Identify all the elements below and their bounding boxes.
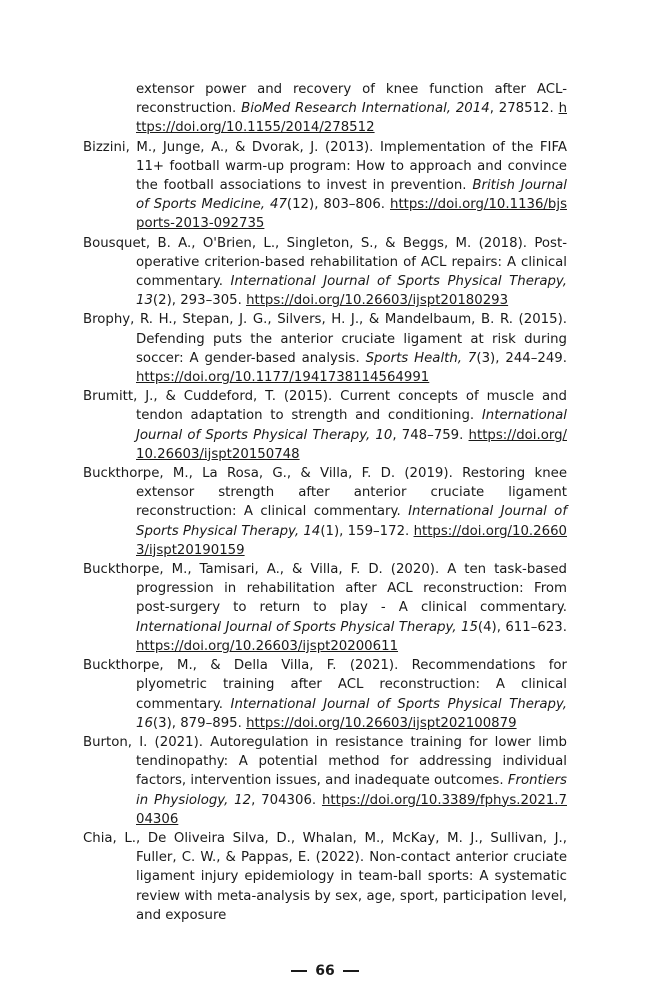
reference-text: Burton, I. (2021). Autoregulation in resistance training for lower limb tendinopathy: A potential method for addressing individual factors, intervention issues, and inadequate outcomes. — [83, 734, 567, 789]
reference-details: (12), 803–806. — [286, 197, 391, 213]
reference-entry — [83, 560, 567, 656]
reference-details: (1), 159–172. — [320, 523, 414, 539]
reference-journal: International Journal of Sports Physical Therapy, 15 — [136, 619, 478, 635]
reference-text: Buckthorpe, M., Tamisari, A., & Villa, F. D. (2020). A ten task-based progression in rehabilitation after ACL reconstruction: From post-surgery to return to play - A clinical commentary. — [83, 562, 567, 616]
reference-journal: Frontiers in Physiology, 12 — [136, 773, 567, 808]
reference-journal: BioMed Research International, 2014 — [241, 101, 490, 117]
reference-text: Buckthorpe, M., & Della Villa, F. (2021). Recommendations for plyometric training after ACL reconstruction: A clinical commentary. — [83, 658, 567, 712]
reference-text: Brophy, R. H., Stepan, J. G., Silvers, H. J., & Mandelbaum, B. R. (2015). Defending puts the anterior cruciate ligament at risk during soccer: A gender-based analysis. — [83, 312, 567, 366]
reference-continuation — [136, 80, 567, 138]
reference-entry — [83, 234, 567, 311]
doi-link[interactable]: https://doi.org/10.1136/bjsports-2013-092735 — [136, 197, 567, 232]
doi-link[interactable]: https://doi.org/10.1155/2014/278512 — [136, 101, 567, 136]
page-number: 66 — [315, 963, 335, 979]
reference-text: Bousquet, B. A., O'Brien, L., Singleton, S., & Beggs, M. (2018). Post-operative criterion-based rehabilitation of ACL repairs: A clinical commentary. — [83, 235, 567, 290]
reference-details: (2), 293–305. — [152, 293, 247, 309]
reference-list — [83, 80, 567, 925]
reference-entry — [83, 387, 567, 464]
reference-text: Buckthorpe, M., La Rosa, G., & Villa, F. D. (2019). Restoring knee extensor strength after anterior cruciate ligament reconstruction: A clinical commentary. — [83, 466, 567, 520]
doi-link[interactable]: https://doi.org/10.26603/ijspt20190159 — [136, 523, 567, 558]
reference-details: (4), 611–623. — [477, 619, 567, 635]
reference-journal: International Journal of Sports Physical Therapy, 14 — [136, 504, 568, 539]
reference-entry — [83, 829, 567, 925]
doi-link[interactable]: https://doi.org/10.1177/1941738114564991 — [136, 370, 430, 386]
doi-link[interactable]: https://doi.org/10.26603/ijspt202100879 — [246, 715, 517, 731]
doi-link[interactable]: https://doi.org/10.26603/ijspt20200611 — [136, 638, 399, 654]
reference-journal: International Journal of Sports Physical Therapy, 10 — [136, 408, 567, 443]
reference-journal: International Journal of Sports Physical Therapy, 16 — [136, 696, 567, 731]
reference-details: (3), 244–249. — [476, 350, 567, 366]
reference-text: Brumitt, J., & Cuddeford, T. (2015). Current concepts of muscle and tendon adaptation to strength and conditioning. — [83, 389, 567, 424]
reference-details: , 278512. — [489, 101, 559, 117]
reference-journal: International Journal of Sports Physical Therapy, 13 — [136, 274, 567, 309]
doi-link[interactable]: https://doi.org/10.26603/ijspt20150748 — [136, 427, 567, 462]
reference-details: , 704306. — [251, 792, 322, 808]
page-footer — [0, 963, 650, 979]
reference-details: , 748–759. — [392, 427, 469, 443]
reference-entry — [83, 310, 567, 387]
reference-entry — [83, 464, 567, 560]
footer-dash-left — [291, 970, 307, 972]
reference-details: (3), 879–895. — [152, 715, 247, 731]
reference-text: Chia, L., De Oliveira Silva, D., Whalan, M., McKay, M. J., Sullivan, J., Fuller, C. W., & Pappas, E. (2022). Non-contact anterior cruciate ligament injury epidemiology in team-ball sports: A systematic review with meta-analysis by sex, age, sport, participation level, and exposure — [83, 830, 567, 923]
reference-journal: British Journal of Sports Medicine, 47 — [136, 178, 567, 213]
reference-entry — [83, 138, 567, 234]
reference-entry — [83, 733, 567, 829]
doi-link[interactable]: https://doi.org/10.26603/ijspt20180293 — [246, 293, 509, 309]
reference-entry — [83, 656, 567, 733]
reference-journal: Sports Health, 7 — [365, 350, 477, 366]
doi-link[interactable]: https://doi.org/10.3389/fphys.2021.704306 — [136, 792, 567, 827]
reference-text: Bizzini, M., Junge, A., & Dvorak, J. (2013). Implementation of the FIFA 11+ football warm-up program: How to approach and convince the football associations to invest in prevention. — [83, 139, 567, 194]
footer-dash-right — [343, 970, 359, 972]
reference-text: extensor power and recovery of knee function after ACL-reconstruction. — [136, 82, 567, 117]
